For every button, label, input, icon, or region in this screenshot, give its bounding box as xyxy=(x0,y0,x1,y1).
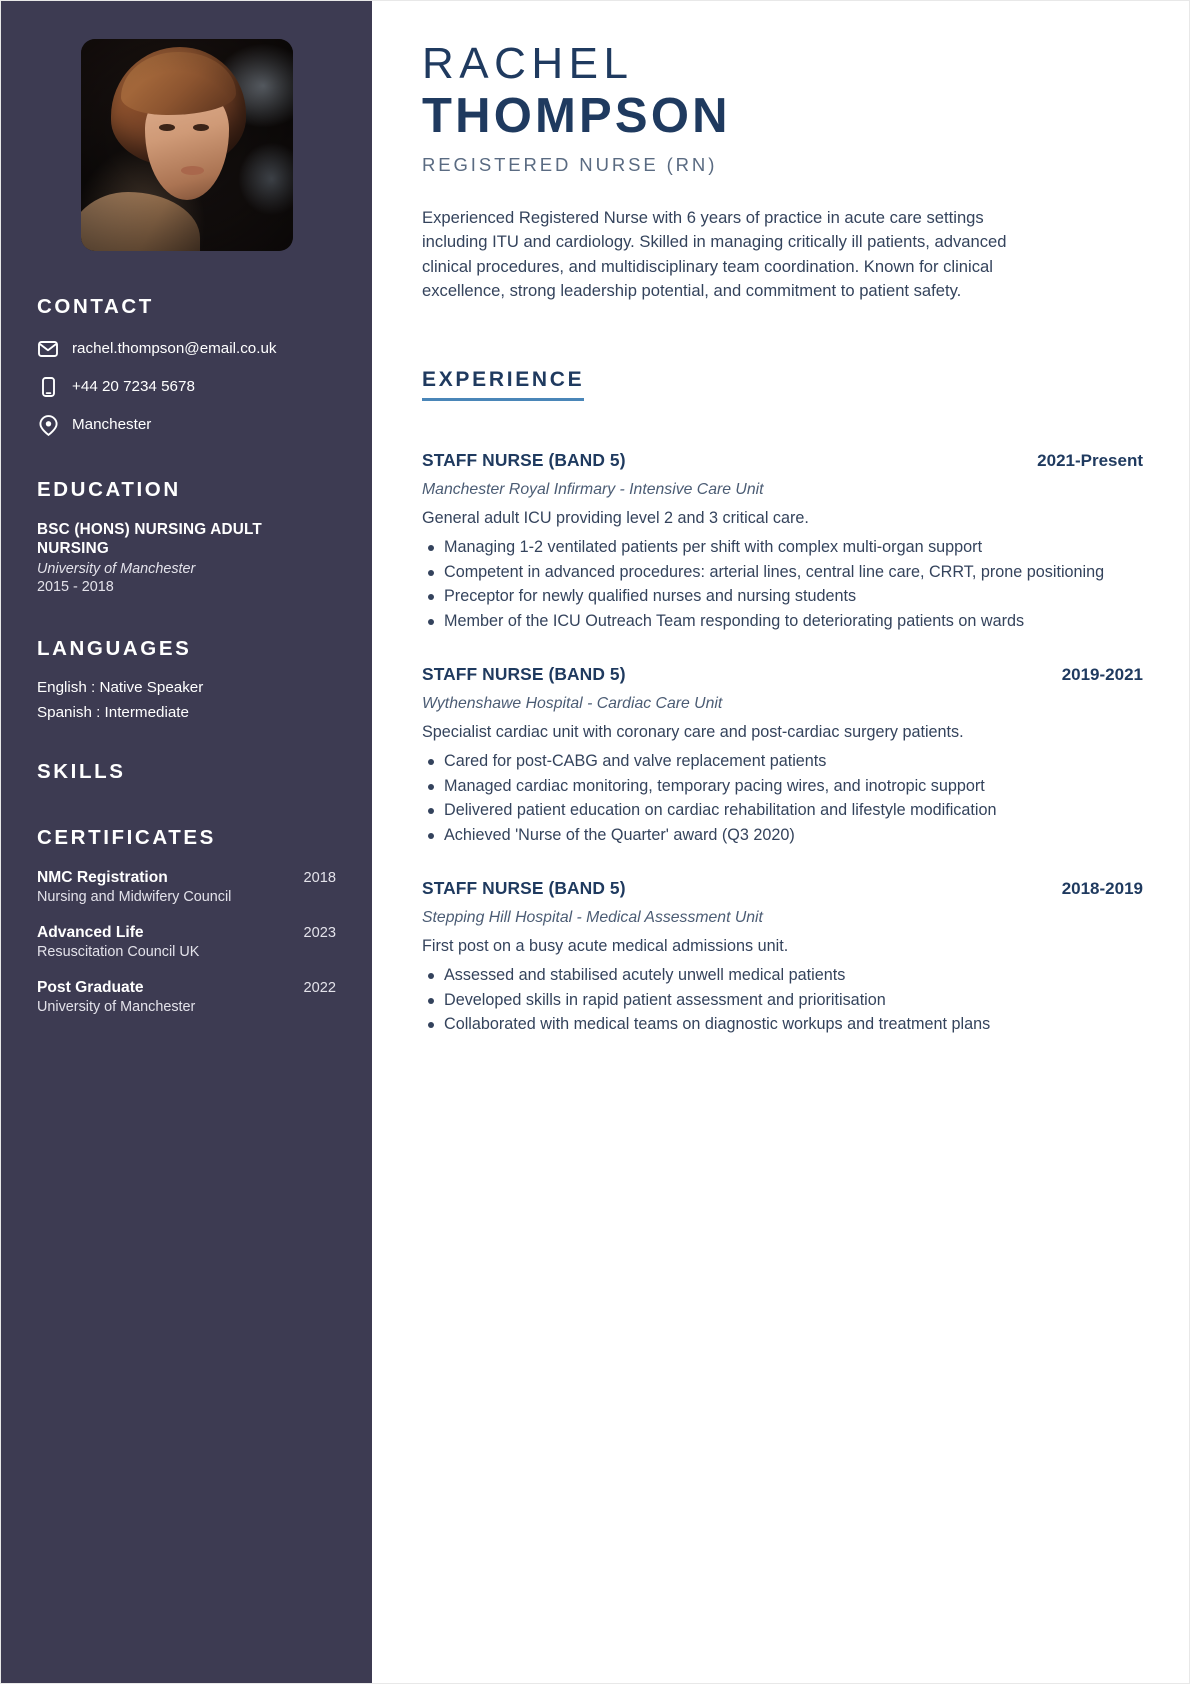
certificate-item xyxy=(37,979,336,1015)
page-title-first-name: RACHEL xyxy=(422,39,634,88)
experience-role: STAFF NURSE (BAND 5) xyxy=(422,664,626,685)
experience-bullet: Managing 1-2 ventilated patients per shift with complex multi-organ support xyxy=(422,537,1143,559)
skills-section xyxy=(37,760,336,784)
contact-item-phone[interactable] xyxy=(37,376,336,398)
portrait-photo xyxy=(81,39,293,251)
education-years: 2015 - 2018 xyxy=(37,578,114,595)
contact-section xyxy=(37,295,336,436)
experience-item xyxy=(422,450,1143,632)
experience-role: STAFF NURSE (BAND 5) xyxy=(422,449,626,470)
certificate-org: Resuscitation Council UK xyxy=(37,943,200,960)
languages-list xyxy=(37,679,336,721)
experience-bullet: Managed cardiac monitoring, temporary pacing wires, and inotropic support xyxy=(422,776,1143,798)
certificate-item xyxy=(37,869,336,905)
contact-item-location[interactable] xyxy=(37,414,336,436)
certificates-heading: CERTIFICATES xyxy=(37,825,216,849)
experience-bullet: Collaborated with medical teams on diagnostic workups and treatment plans xyxy=(422,1014,1143,1036)
envelope-icon xyxy=(37,338,59,360)
contact-item-email[interactable] xyxy=(37,338,336,360)
certificate-name: NMC Registration xyxy=(37,868,168,886)
location-pin-icon xyxy=(37,414,59,436)
certificate-name: Advanced Life xyxy=(37,923,144,941)
experience-organization: Wythenshawe Hospital - Cardiac Care Unit xyxy=(422,695,723,713)
experience-bullet: Assessed and stabilised acutely unwell medical patients xyxy=(422,965,1143,987)
certificate-item xyxy=(37,924,336,960)
certificate-year: 2023 xyxy=(303,924,336,941)
certificate-org: Nursing and Midwifery Council xyxy=(37,888,232,905)
experience-bullet: Preceptor for newly qualified nurses and nursing students xyxy=(422,586,1143,608)
sidebar xyxy=(1,1,372,1683)
contact-location-value: Manchester xyxy=(72,415,152,433)
experience-description: General adult ICU providing level 2 and 3 critical care. xyxy=(422,508,809,527)
education-item xyxy=(37,520,336,595)
experience-description: First post on a busy acute medical admissions unit. xyxy=(422,937,789,956)
contact-list xyxy=(37,338,336,436)
experience-bullets xyxy=(422,751,1143,846)
experience-bullet: Cared for post-CABG and valve replacement patients xyxy=(422,751,1143,773)
certificate-year: 2018 xyxy=(303,869,336,886)
experience-dates: 2019-2021 xyxy=(1061,665,1143,685)
experience-description: Specialist cardiac unit with coronary care and post-cardiac surgery patients. xyxy=(422,723,964,742)
experience-bullets xyxy=(422,537,1143,632)
page-title-last-name: THOMPSON xyxy=(422,89,731,144)
experience-item-header xyxy=(422,450,1143,471)
languages-heading: LANGUAGES xyxy=(37,636,192,660)
experience-item-header xyxy=(422,878,1143,899)
language-item: Spanish : Intermediate xyxy=(37,703,189,721)
certificates-section xyxy=(37,826,336,1015)
experience-dates: 2018-2019 xyxy=(1061,879,1143,899)
main-content xyxy=(372,1,1189,1683)
experience-organization: Manchester Royal Infirmary - Intensive Care Unit xyxy=(422,480,764,498)
certificate-name: Post Graduate xyxy=(37,978,144,996)
experience-heading: EXPERIENCE xyxy=(422,368,584,401)
experience-item xyxy=(422,664,1143,846)
experience-bullet: Delivered patient education on cardiac rehabilitation and lifestyle modification xyxy=(422,800,1143,822)
experience-bullet: Member of the ICU Outreach Team responding to deteriorating patients on wards xyxy=(422,611,1143,633)
experience-role: STAFF NURSE (BAND 5) xyxy=(422,878,626,899)
experience-bullet: Achieved 'Nurse of the Quarter' award (Q3 2020) xyxy=(422,825,1143,847)
skills-heading: SKILLS xyxy=(37,759,126,783)
certificate-year: 2022 xyxy=(303,979,336,996)
education-degree: BSC (HONS) NURSING ADULT NURSING xyxy=(37,521,262,558)
experience-dates: 2021-Present xyxy=(1037,450,1143,470)
experience-bullets xyxy=(422,965,1143,1036)
language-item: English : Native Speaker xyxy=(37,678,204,696)
professional-title: REGISTERED NURSE (RN) xyxy=(422,154,718,176)
contact-email-value: rachel.thompson@email.co.uk xyxy=(72,339,277,357)
contact-phone-value: +44 20 7234 5678 xyxy=(72,377,195,395)
contact-heading: CONTACT xyxy=(37,295,154,318)
experience-organization: Stepping Hill Hospital - Medical Assessment Unit xyxy=(422,909,763,927)
experience-bullet: Competent in advanced procedures: arterial lines, central line care, CRRT, prone positioning xyxy=(422,562,1143,584)
education-school: University of Manchester xyxy=(37,560,196,577)
languages-section xyxy=(37,637,336,721)
education-section xyxy=(37,478,336,595)
avatar xyxy=(81,39,293,251)
experience-item-header xyxy=(422,664,1143,685)
phone-icon xyxy=(37,376,59,398)
experience-bullet: Developed skills in rapid patient assessment and prioritisation xyxy=(422,990,1143,1012)
experience-item xyxy=(422,878,1143,1036)
education-heading: EDUCATION xyxy=(37,478,181,501)
certificate-org: University of Manchester xyxy=(37,998,196,1015)
professional-summary: Experienced Registered Nurse with 6 years of practice in acute care settings including ITU and cardiology. Skilled in managing critically ill patients, advanced clinical procedures, and multidisciplinary team coordination. Known for clinical excellence, strong leadership potential, and commitment to patient safety. xyxy=(422,208,1007,300)
